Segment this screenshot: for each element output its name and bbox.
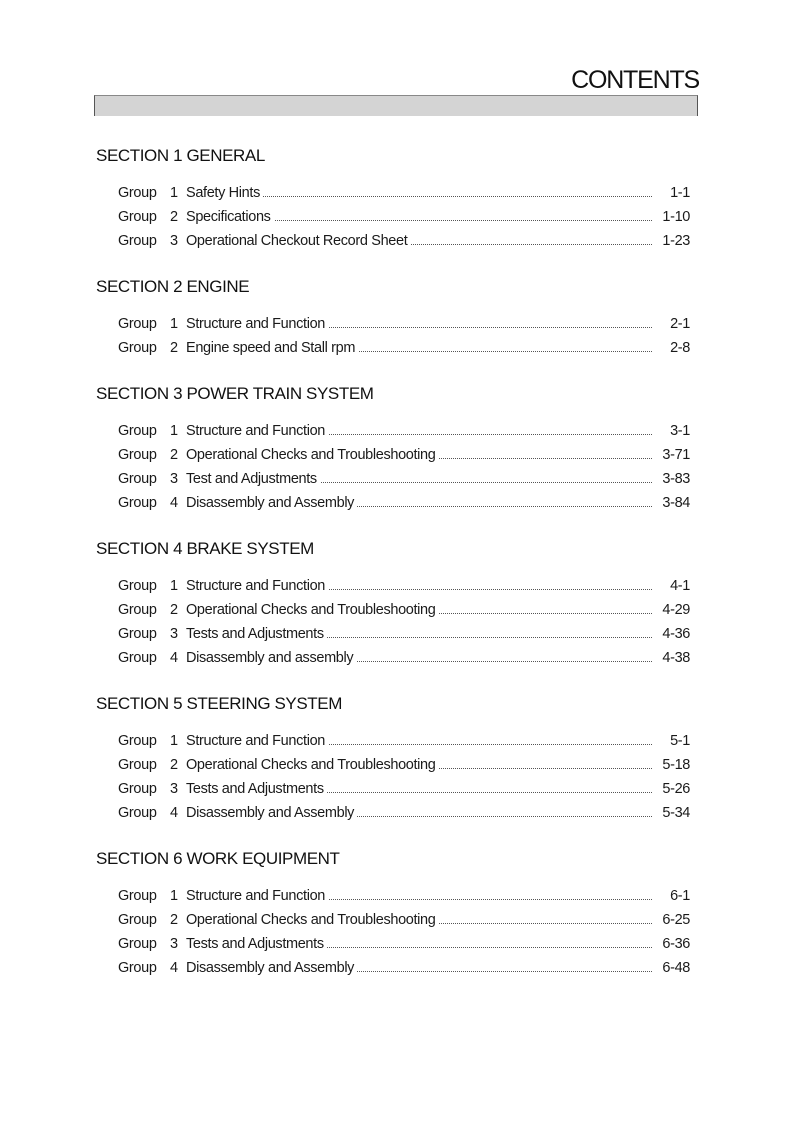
group-number: 4 xyxy=(170,960,178,976)
entry-title: Disassembly and Assembly xyxy=(186,956,357,980)
toc-section xyxy=(96,275,690,360)
group-label: Group xyxy=(118,805,157,821)
group-number: 1 xyxy=(170,316,178,332)
entry-title: Specifications xyxy=(186,205,274,229)
page-number: 4-36 xyxy=(662,626,690,642)
entry-title: Tests and Adjustments xyxy=(186,777,327,801)
toc-entry[interactable] xyxy=(96,205,690,229)
toc-entry[interactable] xyxy=(96,229,690,253)
group-number: 4 xyxy=(170,495,178,511)
toc-entry[interactable] xyxy=(96,491,690,515)
group-number: 1 xyxy=(170,185,178,201)
group-label: Group xyxy=(118,447,157,463)
group-number: 2 xyxy=(170,447,178,463)
group-number: 2 xyxy=(170,912,178,928)
page-number: 5-26 xyxy=(662,781,690,797)
group-label: Group xyxy=(118,423,157,439)
entry-title: Operational Checks and Troubleshooting xyxy=(186,908,438,932)
toc-entry[interactable] xyxy=(96,777,690,801)
toc-entry[interactable] xyxy=(96,443,690,467)
group-number: 2 xyxy=(170,757,178,773)
toc-entry[interactable] xyxy=(96,622,690,646)
group-label: Group xyxy=(118,340,157,356)
section-heading: SECTION 6 WORK EQUIPMENT xyxy=(96,849,340,868)
group-number: 3 xyxy=(170,233,178,249)
entry-title: Test and Adjustments xyxy=(186,467,320,491)
page-number: 2-1 xyxy=(670,316,690,332)
group-number: 3 xyxy=(170,781,178,797)
toc-entry[interactable] xyxy=(96,574,690,598)
page-number: 3-71 xyxy=(662,447,690,463)
page-number: 4-38 xyxy=(662,650,690,666)
toc-entry[interactable] xyxy=(96,598,690,622)
page-number: 6-48 xyxy=(662,960,690,976)
toc-entry[interactable] xyxy=(96,729,690,753)
group-number: 3 xyxy=(170,626,178,642)
entry-title: Disassembly and Assembly xyxy=(186,491,357,515)
entry-title: Operational Checkout Record Sheet xyxy=(186,229,410,253)
group-number: 4 xyxy=(170,650,178,666)
group-label: Group xyxy=(118,316,157,332)
group-label: Group xyxy=(118,757,157,773)
toc-entry[interactable] xyxy=(96,801,690,825)
group-number: 1 xyxy=(170,423,178,439)
toc-entry[interactable] xyxy=(96,646,690,670)
entry-title: Structure and Function xyxy=(186,729,328,753)
page-number: 4-29 xyxy=(662,602,690,618)
page-number: 5-18 xyxy=(662,757,690,773)
entry-title: Structure and Function xyxy=(186,312,328,336)
toc-entry[interactable] xyxy=(96,753,690,777)
group-number: 1 xyxy=(170,733,178,749)
entry-title: Engine speed and Stall rpm xyxy=(186,336,358,360)
toc-entry[interactable] xyxy=(96,467,690,491)
page-number: 1-23 xyxy=(662,233,690,249)
group-label: Group xyxy=(118,233,157,249)
toc-section xyxy=(96,692,690,825)
page-number: 5-1 xyxy=(670,733,690,749)
section-heading: SECTION 5 STEERING SYSTEM xyxy=(96,694,342,713)
entry-title: Tests and Adjustments xyxy=(186,622,327,646)
entry-title: Disassembly and Assembly xyxy=(186,801,357,825)
page-title: CONTENTS xyxy=(571,66,699,94)
entry-title: Structure and Function xyxy=(186,574,328,598)
group-label: Group xyxy=(118,578,157,594)
group-label: Group xyxy=(118,602,157,618)
entry-title: Structure and Function xyxy=(186,884,328,908)
table-of-contents xyxy=(96,144,690,1002)
page-number: 6-36 xyxy=(662,936,690,952)
entry-title: Disassembly and assembly xyxy=(186,646,356,670)
group-number: 1 xyxy=(170,888,178,904)
group-number: 2 xyxy=(170,209,178,225)
group-number: 2 xyxy=(170,340,178,356)
dot-leader xyxy=(216,196,652,197)
group-label: Group xyxy=(118,781,157,797)
page-number: 3-84 xyxy=(662,495,690,511)
toc-section xyxy=(96,144,690,253)
group-label: Group xyxy=(118,185,157,201)
group-label: Group xyxy=(118,960,157,976)
toc-entry[interactable] xyxy=(96,932,690,956)
toc-entry[interactable] xyxy=(96,908,690,932)
page-number: 3-1 xyxy=(670,423,690,439)
entry-title: Structure and Function xyxy=(186,419,328,443)
group-label: Group xyxy=(118,495,157,511)
toc-entry[interactable] xyxy=(96,419,690,443)
toc-entry[interactable] xyxy=(96,884,690,908)
page-number: 1-1 xyxy=(670,185,690,201)
group-label: Group xyxy=(118,733,157,749)
entry-title: Operational Checks and Troubleshooting xyxy=(186,598,438,622)
page-number: 6-25 xyxy=(662,912,690,928)
group-label: Group xyxy=(118,209,157,225)
title-bar xyxy=(94,95,698,116)
group-label: Group xyxy=(118,650,157,666)
section-heading: SECTION 3 POWER TRAIN SYSTEM xyxy=(96,384,374,403)
group-label: Group xyxy=(118,888,157,904)
toc-entry[interactable] xyxy=(96,956,690,980)
group-number: 3 xyxy=(170,936,178,952)
entry-title: Operational Checks and Troubleshooting xyxy=(186,443,438,467)
section-heading: SECTION 4 BRAKE SYSTEM xyxy=(96,539,314,558)
toc-entry[interactable] xyxy=(96,336,690,360)
group-number: 3 xyxy=(170,471,178,487)
section-heading: SECTION 1 GENERAL xyxy=(96,146,265,165)
group-label: Group xyxy=(118,626,157,642)
page-number: 2-8 xyxy=(670,340,690,356)
entry-title: Tests and Adjustments xyxy=(186,932,327,956)
toc-entry[interactable] xyxy=(96,181,690,205)
page-number: 6-1 xyxy=(670,888,690,904)
toc-section xyxy=(96,382,690,515)
page-number: 5-34 xyxy=(662,805,690,821)
toc-section xyxy=(96,847,690,980)
group-number: 4 xyxy=(170,805,178,821)
entry-title: Operational Checks and Troubleshooting xyxy=(186,753,438,777)
group-label: Group xyxy=(118,471,157,487)
group-label: Group xyxy=(118,912,157,928)
group-number: 2 xyxy=(170,602,178,618)
page-number: 1-10 xyxy=(662,209,690,225)
section-heading: SECTION 2 ENGINE xyxy=(96,277,250,296)
group-number: 1 xyxy=(170,578,178,594)
toc-section xyxy=(96,537,690,670)
dot-leader xyxy=(216,220,652,221)
toc-entry[interactable] xyxy=(96,312,690,336)
page-number: 3-83 xyxy=(662,471,690,487)
entry-title: Safety Hints xyxy=(186,181,263,205)
group-label: Group xyxy=(118,936,157,952)
page-number: 4-1 xyxy=(670,578,690,594)
